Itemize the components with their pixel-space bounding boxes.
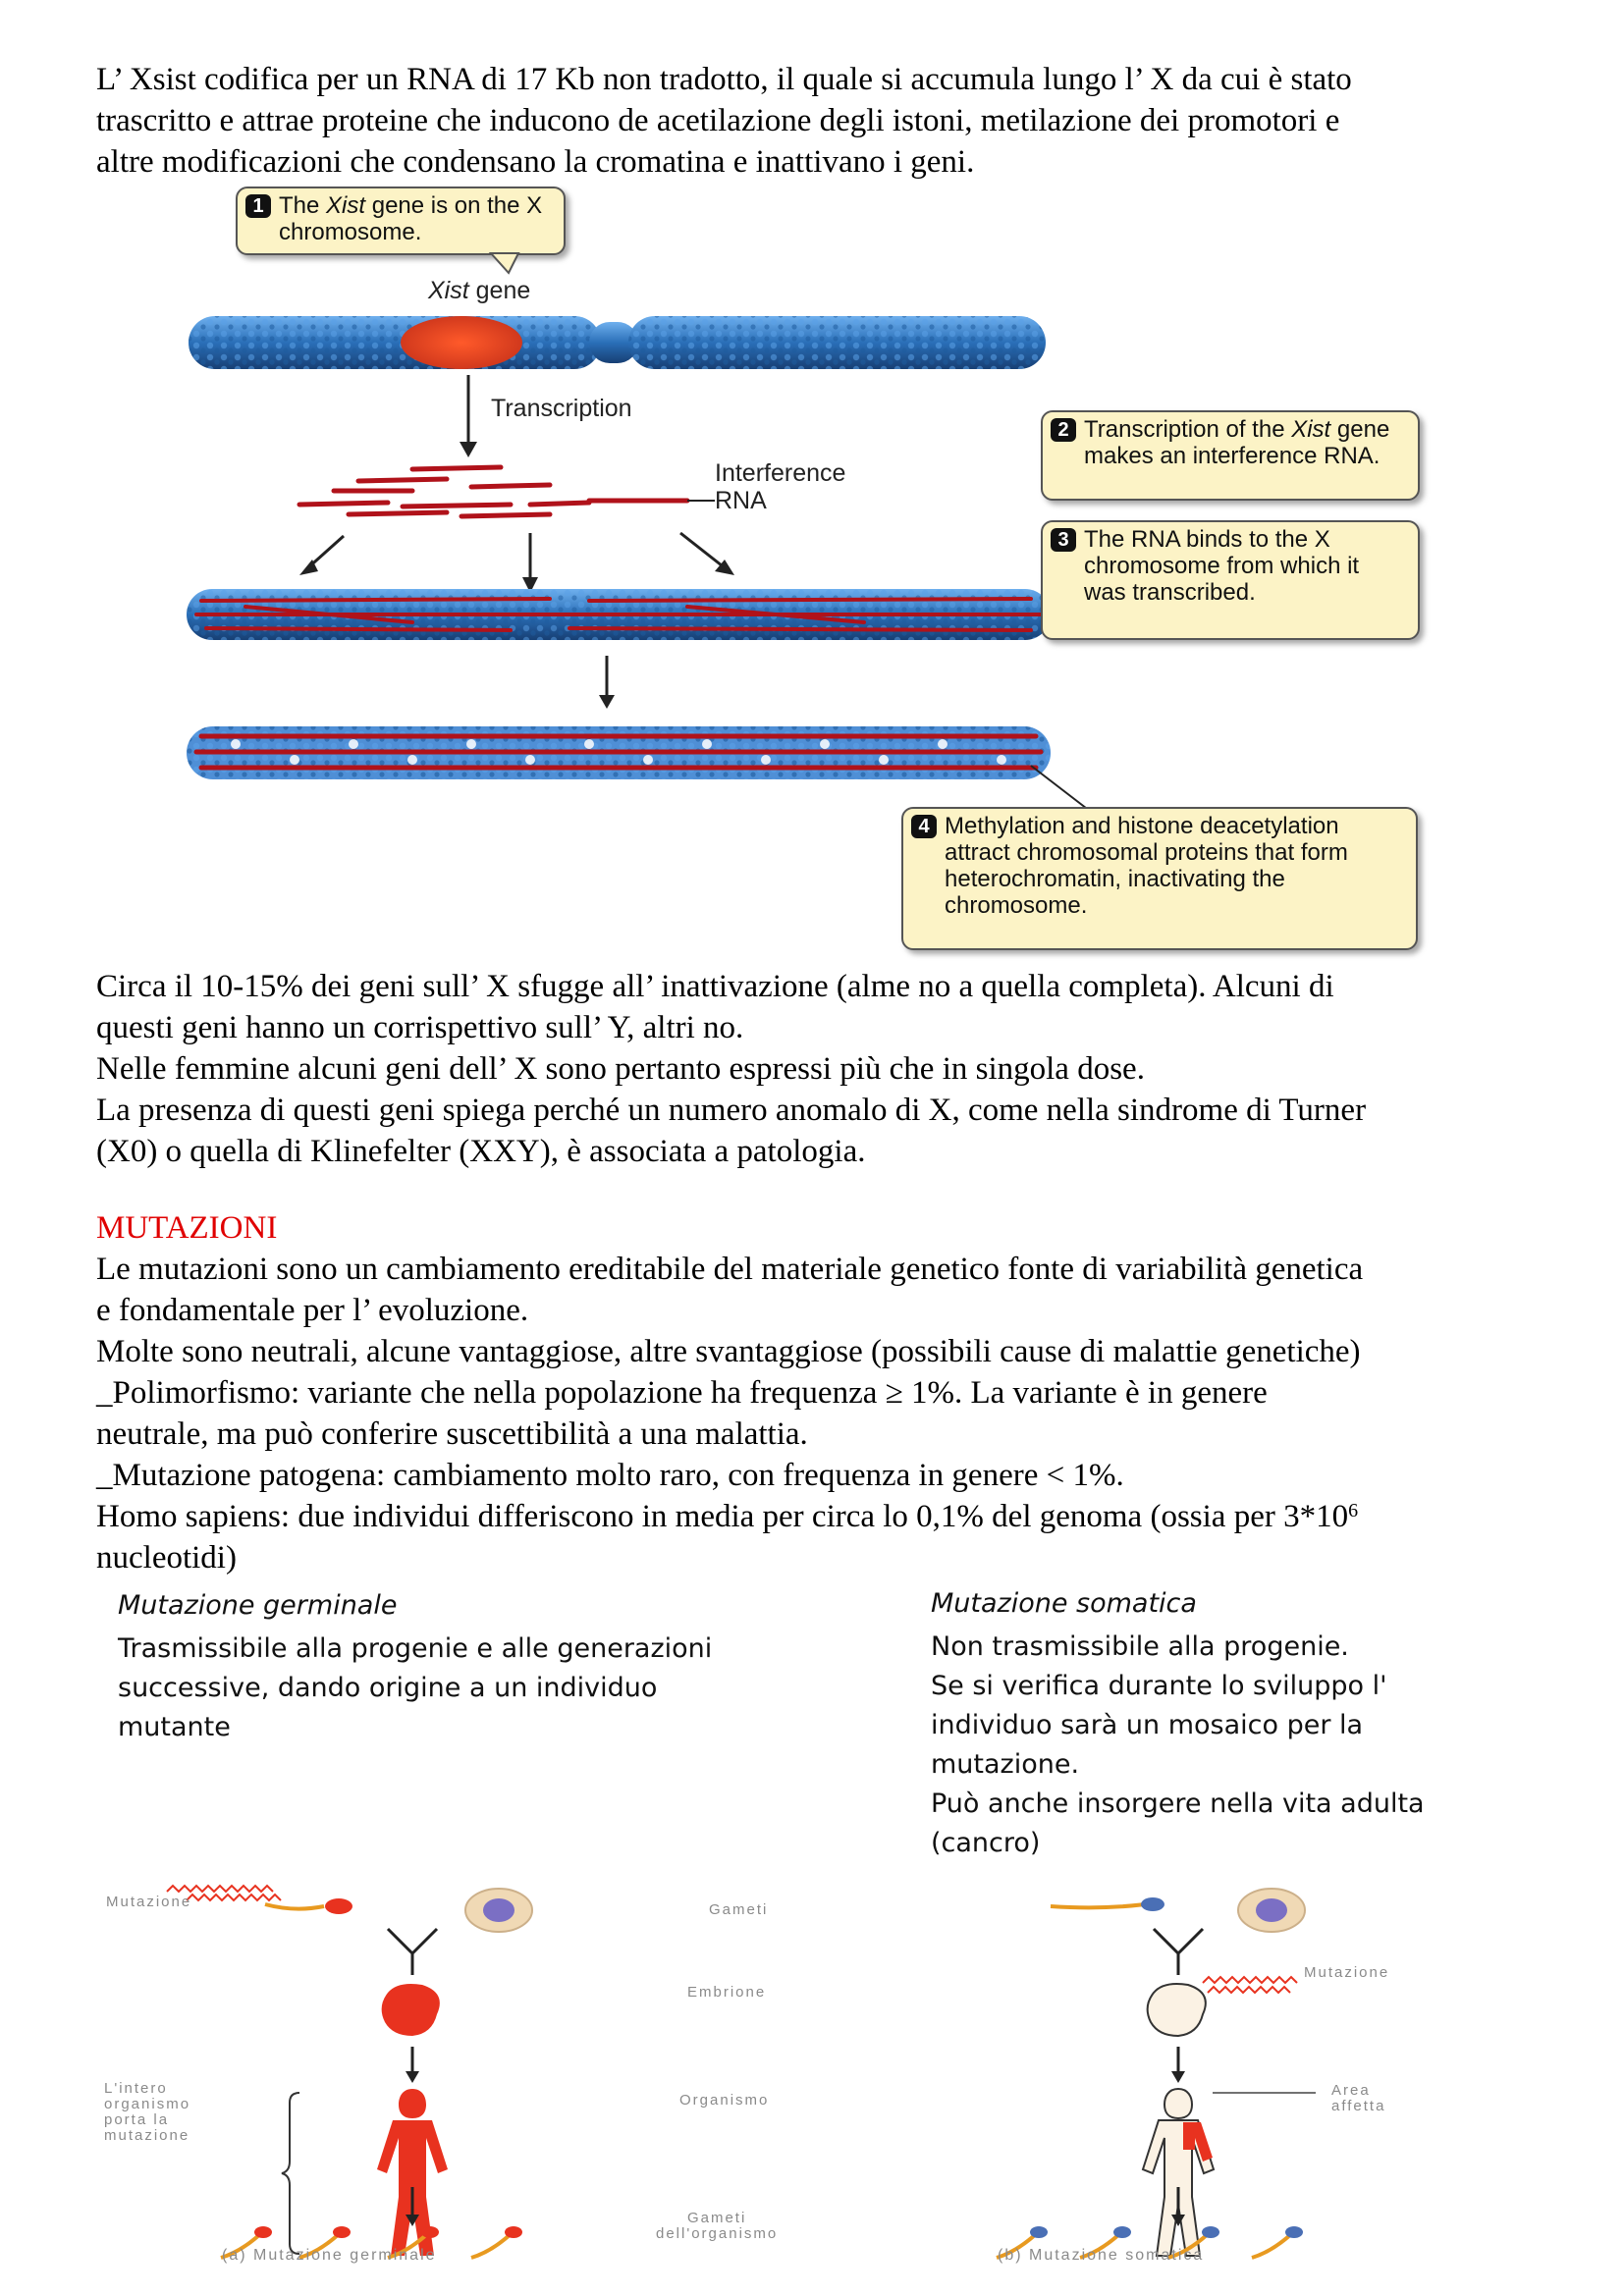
organismo-label: Organismo <box>679 2092 770 2109</box>
escape-line-5: (X0) o quella di Klinefelter (XXY), è associata a patologia. <box>96 1134 866 1169</box>
xist-gene-label-rest: gene <box>468 277 531 304</box>
germinal-diagram <box>167 1886 532 2258</box>
gameti-organismo-label <box>656 2211 778 2242</box>
mutazioni-heading: MUTAZIONI <box>96 1210 278 1246</box>
callout-4 <box>901 807 1418 950</box>
escape-line-1: Circa il 10-15% dei geni sull’ X sfugge all’ inattivazione (alme no a quella completa). Alcuni di <box>96 969 1334 1004</box>
area-affetta-label <box>1331 2083 1385 2114</box>
germinal-line-1: Trasmissibile alla progenie e alle generazioni <box>118 1633 713 1664</box>
step-badge-4: 4 <box>911 815 937 838</box>
homo-sapiens-line <box>96 1496 1530 1537</box>
mutazione-label-left: Mutazione <box>106 1894 192 1910</box>
somatic-line-4: mutazione. <box>931 1749 1080 1780</box>
x-chromosome-inactivated <box>187 726 1051 779</box>
somatic-line-3: individuo sarà un mosaico per la <box>931 1710 1364 1740</box>
callout-3-text: The RNA binds to the X chromosome from which it was transcribed. <box>1084 526 1360 606</box>
intro-line-2: trascritto e attrae proteine che inducono de acetilazione degli istoni, metilazione dei promotori e <box>96 103 1340 138</box>
mutazioni-line-2: e fondamentale per l’ evoluzione. <box>96 1293 529 1328</box>
germinal-title: Mutazione germinale <box>118 1590 398 1621</box>
callout-2-text-b: gene makes an interference RNA. <box>1084 416 1390 469</box>
mutazioni-line-1: Le mutazioni sono un cambiamento ereditabile del materiale genetico fonte di variabilità genetica <box>96 1252 1364 1287</box>
germinal-line-2: successive, dando origine a un individuo <box>118 1673 658 1703</box>
escape-line-2: questi geni hanno un corrispettivo sull’ Y, altri no. <box>96 1010 744 1045</box>
callout-1-text-italic: Xist <box>326 192 366 219</box>
callout-3 <box>1041 520 1420 640</box>
somatic-line-5: Può anche insorgere nella vita adulta <box>931 1789 1425 1819</box>
intro-line-3: altre modificazioni che condensano la cromatina e inattivano i geni. <box>96 144 975 180</box>
somatic-text <box>931 1628 1425 1863</box>
gameti-organismo-line-1: Gameti <box>686 2210 747 2226</box>
intero-line-1: L'intero <box>104 2080 168 2097</box>
germinal-text <box>118 1629 712 1747</box>
somatic-line-2: Se si verifica durante lo sviluppo l' <box>931 1671 1387 1701</box>
mutazioni-line-4: _Polimorfismo: variante che nella popolazione ha frequenza ≥ 1%. La variante è in genere <box>96 1375 1268 1411</box>
mutazioni-line-3: Molte sono neutrali, alcune vantaggiose, altre svantaggiose (possibili cause di malattie genetiche) <box>96 1334 1361 1369</box>
xist-gene-label <box>428 277 530 305</box>
callout-2-text-a: Transcription of the <box>1084 416 1292 443</box>
homo-sapiens-exponent: 6 <box>1348 1500 1359 1522</box>
intero-line-3: porta la <box>104 2111 170 2128</box>
x-chromosome-rna-bound <box>187 589 1051 640</box>
callout-4-text: Methylation and histone deacetylation attract chromosomal proteins that form heterochromatin, inactivating the chromosome. <box>945 813 1348 919</box>
area-line-2: affetta <box>1331 2098 1386 2114</box>
gameti-label: Gameti <box>709 1901 769 1918</box>
mutazioni-line-6: _Mutazione patogena: cambiamento molto raro, con frequenza in genere < 1%. <box>96 1458 1124 1493</box>
intero-organismo-label <box>104 2081 190 2144</box>
embrione-label: Embrione <box>687 1984 767 2001</box>
x-chromosome-active <box>189 316 1046 369</box>
caption-germinal: (a) Mutazione germinale <box>222 2247 437 2264</box>
step-badge-1: 1 <box>245 194 271 218</box>
homo-sapiens-text: Homo sapiens: due individui differiscono in media per circa lo 0,1% del genoma (ossia per 3*10 <box>96 1499 1349 1534</box>
step-badge-2: 2 <box>1051 418 1076 442</box>
somatic-line-6: (cancro) <box>931 1828 1041 1858</box>
germinal-line-3: mutante <box>118 1712 231 1742</box>
somatic-line-1: Non trasmissibile alla progenie. <box>931 1631 1349 1662</box>
homo-sapiens-line-2: nucleotidi) <box>96 1540 237 1575</box>
xist-gene-label-italic: Xist <box>428 277 469 304</box>
area-line-1: Area <box>1331 2082 1371 2099</box>
callout-1-text-a: The <box>279 192 327 219</box>
intero-line-4: mutazione <box>104 2127 190 2144</box>
interference-label-line-1: Interference <box>715 459 846 487</box>
interference-rna-strands <box>299 467 687 516</box>
callout-2 <box>1041 410 1420 501</box>
interference-rna-label <box>715 459 845 514</box>
step-badge-3: 3 <box>1051 528 1076 552</box>
xist-gene-region <box>401 316 522 369</box>
escape-line-4: La presenza di questi geni spiega perché un numero anomalo di X, come nella sindrome di Turner <box>96 1093 1367 1128</box>
transcription-label: Transcription <box>491 395 632 422</box>
escape-line-3: Nelle femmine alcuni geni dell’ X sono pertanto espressi più che in singola dose. <box>96 1051 1145 1087</box>
somatic-diagram <box>997 1889 1316 2258</box>
intro-line-1: L’ Xsist codifica per un RNA di 17 Kb non tradotto, il quale si accumula lungo l’ X da cui è stato <box>96 62 1352 97</box>
mutazioni-line-5: neutrale, ma può conferire suscettibilità a una malattia. <box>96 1416 808 1452</box>
gameti-organismo-line-2: dell'organismo <box>656 2225 779 2242</box>
mutazione-label-right: Mutazione <box>1304 1964 1390 1981</box>
callout-1 <box>236 187 566 255</box>
intero-line-2: organismo <box>104 2096 191 2112</box>
callout-1-text-b: gene is on the X chromosome. <box>279 192 543 245</box>
caption-somatic: (b) Mutazione somatica <box>998 2247 1205 2264</box>
mutazioni-paragraph <box>96 1249 1530 1578</box>
callout-2-text-italic: Xist <box>1291 416 1331 443</box>
somatic-title: Mutazione somatica <box>931 1588 1197 1619</box>
interference-label-line-2: RNA <box>715 487 767 514</box>
escape-paragraph <box>96 966 1530 1172</box>
